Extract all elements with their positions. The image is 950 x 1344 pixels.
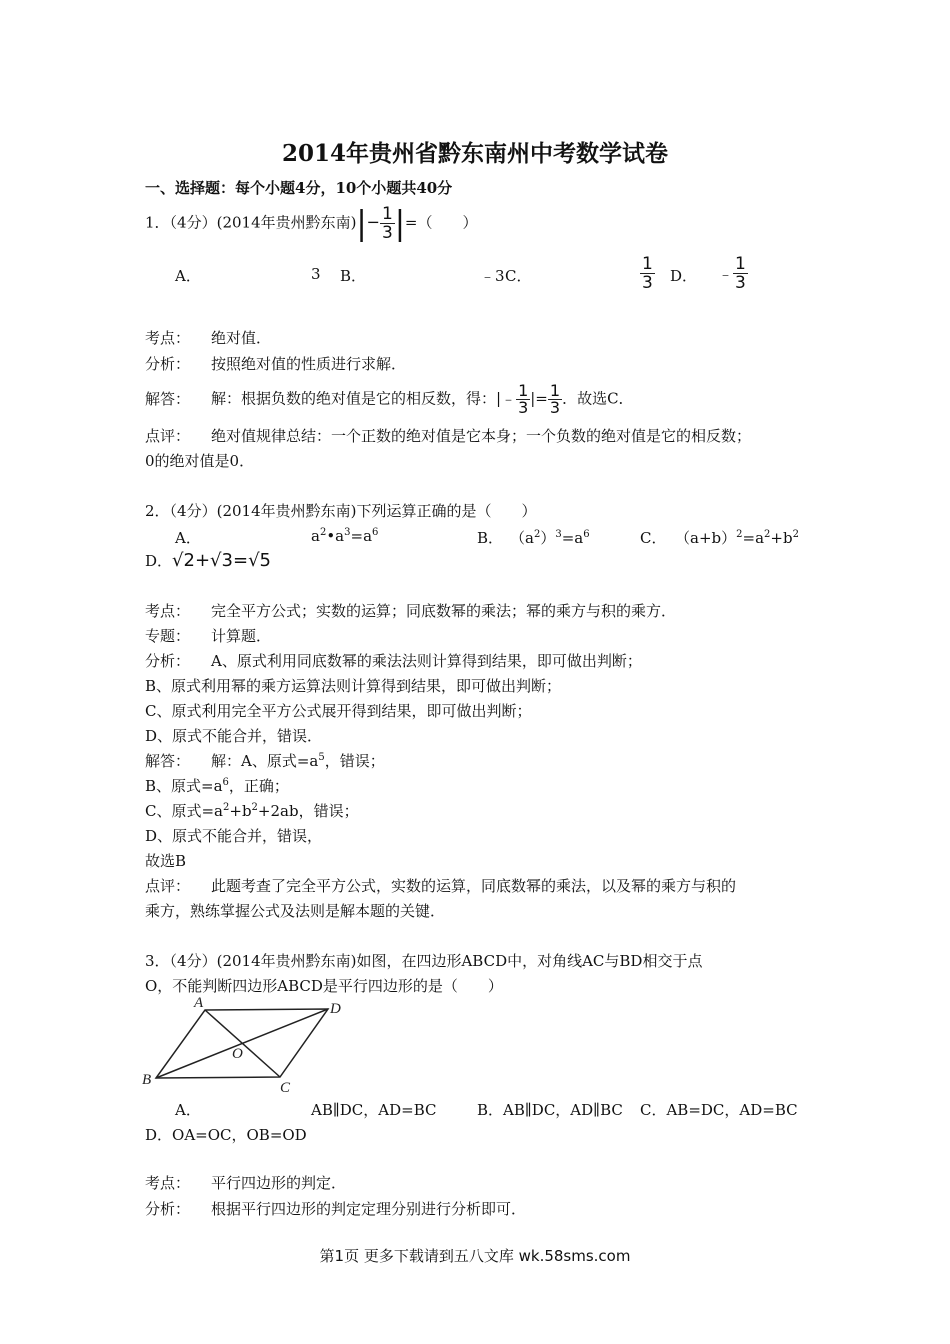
q1-jieda: 解答： 解：根据负数的绝对值是它的相反数，得：|﹣ $\frac{1}{3}$ |= $\frac{1}{3}$ ．故选C． (145, 381, 634, 417)
q2-fenxi-c: C、原式利用完全平方公式展开得到结果，即可做出判断； (145, 702, 532, 720)
center-o-label: O (232, 1046, 243, 1062)
abs-bar-right: | (394, 204, 405, 243)
q3-option-b: B．AB∥DC，AD∥BC (477, 1101, 623, 1119)
q3-stem-line1: 3．（4分）(2014年贵州黔东南)如图，在四边形ABCD中，对角线AC与BD相交于点 (145, 952, 703, 970)
q3-option-d: D．OA=OC，OB=OD (145, 1126, 307, 1144)
q2-option-b-label: B． (477, 529, 504, 547)
q2-jieda-a: 解：A、原式$=a^5$，错误； (211, 752, 385, 770)
q2-jieda-d: D、原式不能合并，错误， (145, 827, 323, 845)
fraction-one-third: $\frac{1}{3}$ (642, 254, 653, 293)
q1-kaodian: 考点： 绝对值． (145, 329, 272, 347)
section-heading: 一、选择题：每个小题4分，10个小题共40分 (145, 179, 453, 197)
q1-stem-suffix: =（ ） (404, 213, 478, 232)
q1-option-b-label: B． (340, 267, 367, 285)
vertex-a-label: A (194, 995, 204, 1011)
q2-option-a-value: $a^2•a^3=a^6$ (311, 527, 379, 545)
q3-kaodian: 考点： 平行四边形的判定． (145, 1174, 347, 1192)
q2-dianping-cont: 乘方，熟练掌握公式及法则是解本题的关键． (145, 902, 446, 920)
q2-zhuanti: 专题： 计算题． (145, 627, 272, 645)
q1-dianping: 点评： 绝对值规律总结：一个正数的绝对值是它本身；一个负数的绝对值是它的相反数； (145, 427, 752, 445)
q2-option-c-label: C． (640, 529, 667, 547)
q2-option-a-label: A． (175, 529, 201, 547)
q1-fenxi: 分析： 按照绝对值的性质进行求解． (145, 355, 407, 373)
q3-option-c: C．AB=DC，AD=BC (640, 1101, 798, 1119)
q2-fenxi: 分析： A、原式利用同底数幂的乘法法则计算得到结果，即可做出判断； (145, 652, 642, 670)
q3-fenxi: 分析： 根据平行四边形的判定定理分别进行分析即可． (145, 1200, 527, 1218)
q2-option-c-value: $(a+b)^2=a^2+b^2$ (675, 529, 799, 547)
q1-option-d-label: D． (670, 267, 698, 285)
q2-jieda-c: C、原式$=a^2+b^2+2ab$，错误； (145, 802, 359, 820)
abs-bar-left: | (356, 204, 367, 243)
q2-dianping: 点评： 此题考查了完全平方公式，实数的运算，同底数幂的乘法，以及幂的乘方与积的 (145, 877, 737, 895)
q2-jieda-b: B、原式$=a^6$，正确； (145, 777, 289, 795)
q2-jieda: 解答： 解：A、原式$=a^5$，错误； (145, 752, 385, 770)
q1-stem (145, 205, 478, 242)
q2-fenxi-b: B、原式利用幂的乘方运算法则计算得到结果，即可做出判断； (145, 677, 562, 695)
q1-stem-prefix: 1．（4分）(2014年贵州黔东南) (145, 213, 357, 232)
page-footer: 第1页 更多下载请到五八文库 wk.58sms.com (319, 1247, 631, 1265)
q1-option-a-label: A． (175, 267, 201, 285)
q2-option-d: D．√2+√3=√5 (145, 550, 271, 571)
fraction-one-third: $\frac{1}{3}$ (549, 381, 561, 417)
q2-stem: 2．（4分）(2014年贵州黔东南)下列运算正确的是（ ） (145, 502, 537, 520)
q2-fenxi-d: D、原式不能合并，错误． (145, 727, 323, 745)
q2-option-b-value: $(a^2)^3=a^6$ (510, 529, 590, 547)
minus-sign: − (366, 212, 380, 232)
page-title: 2014年贵州省黔东南州中考数学试卷 (281, 140, 668, 167)
sqrt-expression: √2+√3=√5 (172, 550, 271, 571)
vertex-c-label: C (280, 1080, 291, 1095)
fraction-one-third: $\frac{1}{3}$ (381, 204, 393, 243)
q1-option-c-label: C． (505, 267, 532, 285)
q1-dianping-cont: 0的绝对值是0． (145, 452, 255, 470)
q3-option-a-label: A． (175, 1101, 201, 1119)
vertex-b-label: B (142, 1072, 152, 1088)
q3-option-a-value: AB∥DC，AD=BC (311, 1101, 437, 1119)
diagonal-bd (156, 1009, 328, 1078)
q1-option-a-value: 3 (311, 265, 321, 283)
q1-option-c-value (640, 255, 655, 292)
vertex-d-label: D (330, 1001, 341, 1017)
q3-stem-line2: O，不能判断四边形ABCD是平行四边形的是（ ） (145, 977, 503, 995)
fraction-one-third: $\frac{1}{3}$ (735, 254, 746, 293)
q1-option-b-value: ﹣3 (480, 267, 505, 285)
q2-kaodian: 考点： 完全平方公式；实数的运算；同底数幂的乘法；幂的乘方与积的乘方． (145, 602, 677, 620)
parallelogram-figure (140, 995, 360, 1095)
fraction-one-third: $\frac{1}{3}$ (518, 381, 529, 417)
q2-jieda-final: 故选B (145, 852, 187, 870)
q1-option-d-value: ﹣ $\frac{1}{3}$ (718, 254, 746, 293)
